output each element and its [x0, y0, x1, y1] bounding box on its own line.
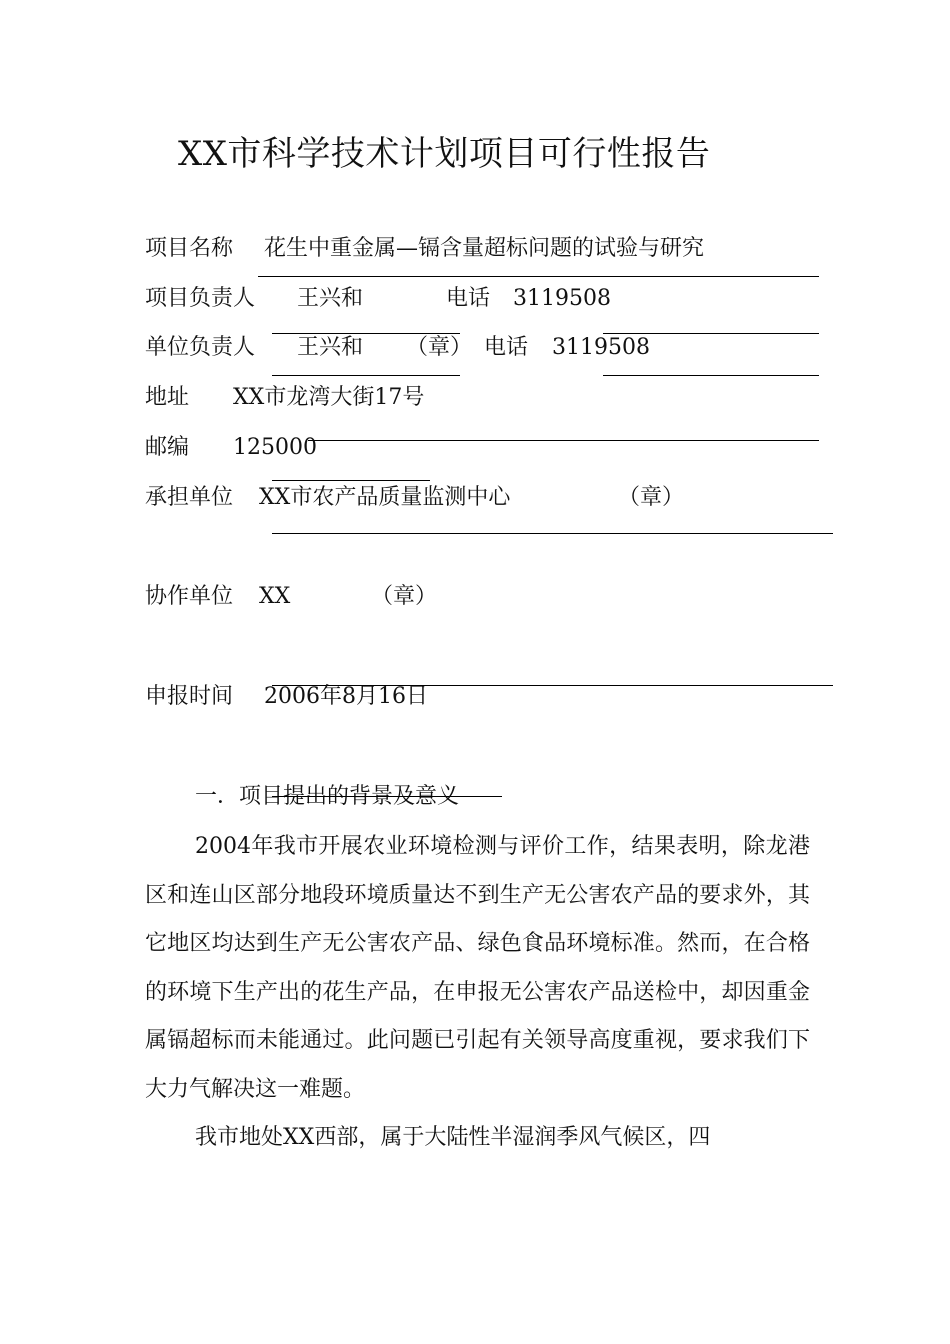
- section-heading: 一．项目提出的背景及意义: [195, 784, 460, 809]
- underline: [272, 375, 460, 376]
- address-label: 地址: [145, 385, 190, 410]
- phone-value: 3119508: [513, 286, 611, 311]
- section-body: [145, 823, 810, 1163]
- underline: [272, 480, 430, 481]
- project-leader-label: 项目负责人: [145, 286, 256, 311]
- project-leader-value: 王兴和: [297, 286, 364, 311]
- document-title: XX市科学技术计划项目可行性报告: [178, 134, 711, 174]
- phone-label: 电话: [484, 335, 529, 360]
- paragraph: 我市地处XX西部，属于大陆性半湿润季风气候区，四: [195, 1125, 711, 1150]
- underline: [308, 440, 819, 441]
- address-value: XX市龙湾大街17号: [233, 385, 425, 410]
- unit-leader-value: 王兴和: [297, 335, 364, 360]
- postcode-value: 125000: [233, 435, 317, 460]
- underline: [603, 375, 819, 376]
- seal-mark: （章）: [406, 335, 473, 360]
- seal-mark: （章）: [618, 485, 685, 510]
- phone-value: 3119508: [552, 335, 650, 360]
- submit-date-label: 申报时间: [145, 684, 234, 709]
- unit-leader-label: 单位负责人: [145, 335, 256, 360]
- paragraph: 2004年我市开展农业环境检测与评价工作，结果表明，除龙港区和连山区部分地段环境质量达不到生产无公害农产品的要求外，其它地区均达到生产无公害农产品、绿色食品环境标准。然而，在合格的环境下生产出的花生产品，在申报无公害农产品送检中，却因重金属镉超标而未能通过。此问题已引起有关领导高度重视，要求我们下大力气解决这一难题。: [145, 834, 810, 1102]
- seal-mark: （章）: [371, 584, 438, 609]
- undertaking-unit-label: 承担单位: [145, 485, 234, 510]
- cooperating-unit-label: 协作单位: [145, 584, 234, 609]
- underline: [272, 533, 833, 534]
- project-name-value: 花生中重金属—镉含量超标问题的试验与研究: [264, 236, 705, 261]
- underline: [258, 276, 819, 277]
- submit-date-value: 2006年8月16日: [264, 684, 428, 709]
- cooperating-unit-value: XX: [259, 584, 291, 609]
- undertaking-unit-value: XX市农产品质量监测中心: [259, 485, 511, 510]
- postcode-label: 邮编: [145, 435, 190, 460]
- strike-line: [272, 796, 502, 797]
- phone-label: 电话: [446, 286, 491, 311]
- project-name-label: 项目名称: [145, 236, 234, 261]
